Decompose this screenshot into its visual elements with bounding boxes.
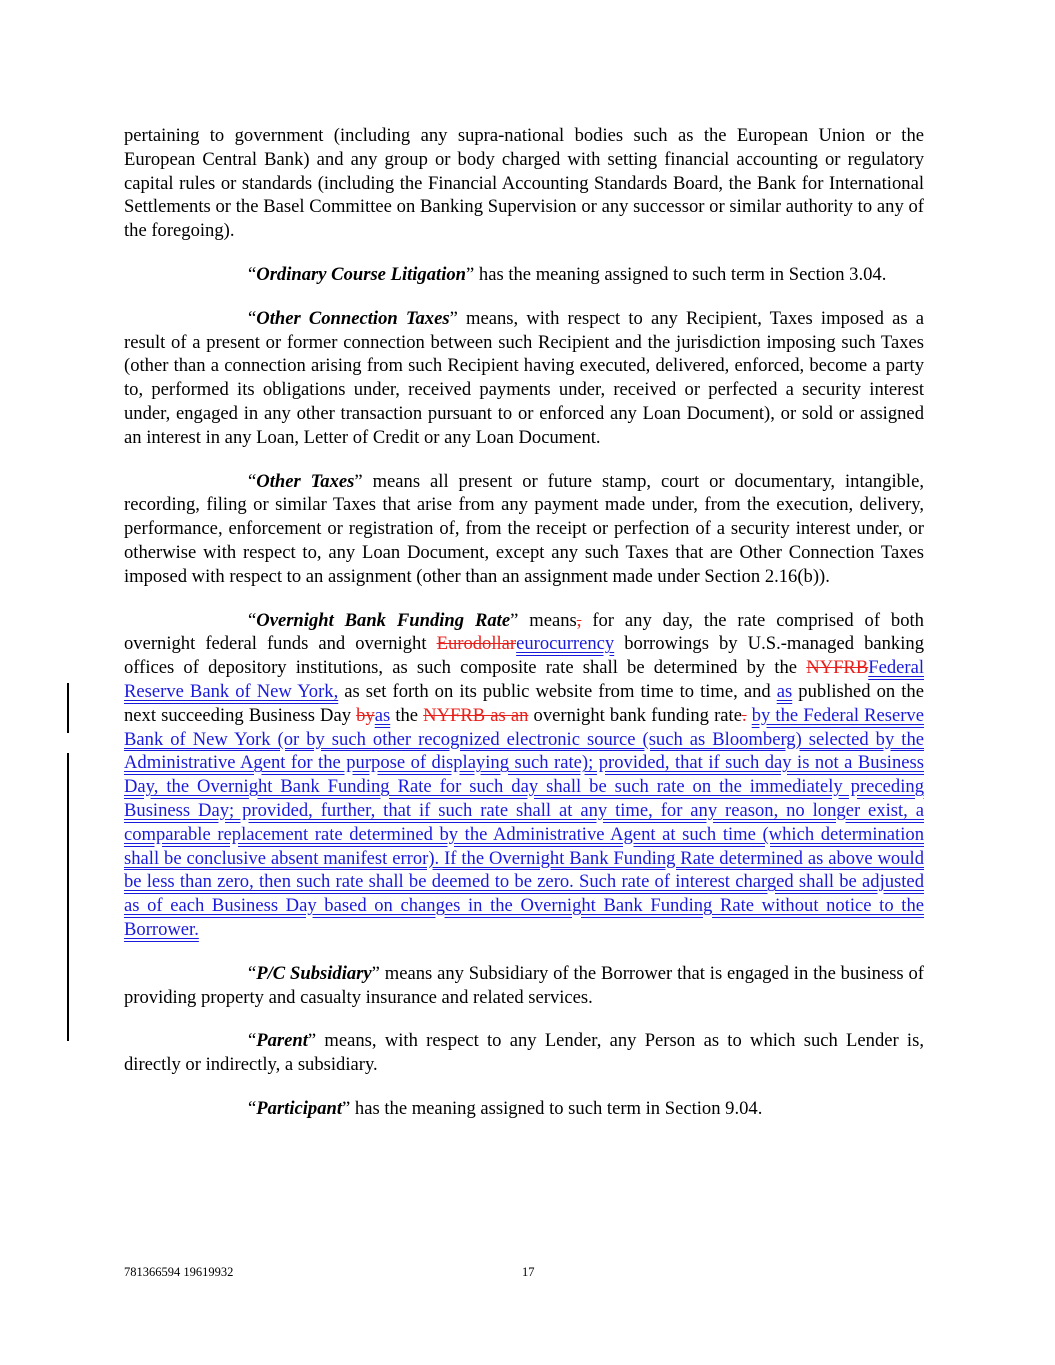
definition-pc-subsidiary: “P/C Subsidiary” means any Subsidiary of the Borrower that is engaged in the business of providing property and casualty insurance and related services. [124,962,924,1008]
deleted-text: Eurodollar [436,633,517,655]
footer-document-id: 781366594 19619932 [124,1265,234,1279]
deleted-text: . [741,704,747,726]
deleted-text: by [356,704,375,726]
defined-term: P/C Subsidiary [256,962,372,984]
definition-participant: “Participant” has the meaning assigned to such term in Section 9.04. [248,1097,763,1119]
definition-ordinary-course-litigation: “Ordinary Course Litigation” has the meaning assigned to such term in Section 3.04. [248,263,887,285]
defined-term: Ordinary Course Litigation [256,263,466,285]
defined-term: Other Connection Taxes [256,307,450,329]
defined-term: Participant [256,1097,343,1119]
defined-term: Other Taxes [256,470,355,492]
inserted-text: as [776,680,793,702]
defined-term: Overnight Bank Funding Rate [256,609,511,631]
defined-term: Parent [256,1030,308,1052]
deleted-text: , [576,609,582,631]
paragraph-government: pertaining to government (including any supra-national bodies such as the European Union or the European Central Bank) and any group or body charged with setting financial accounting or regulatory capital rules or standards (including the Financial Accounting Standards Board, the Bank for International Settlements or the Basel Committee on Banking Supervision or any successor or similar authority to any of the foregoing). [124,125,924,242]
inserted-text: by the Federal Reserve Bank of New York (or by such other recognized electronic source (such as Bloomberg) selected by the Administrative Agent for the purpose of displaying such rate); provided, that if such day is not a Business Day, the Overnight Bank Funding Rate for such day shall be such rate on the immediately preceding Business Day; provided, further, that if such rate shall at any time, for any reason, no longer exist, a comparable replacement rate determined by the Administrative Agent at such time (which determination shall be conclusive absent manifest error). If the Overnight Bank Funding Rate determined as above would be less than zero, then such rate shall be deemed to be zero. Such rate of interest charged shall be adjusted as of each Business Day based on changes in the Overnight Bank Funding Rate without notice to the Borrower. [124,704,924,940]
definition-other-connection-taxes: “Other Connection Taxes” means, with respect to any Recipient, Taxes imposed as a result of a present or former connection between such Recipient and the jurisdiction imposing such Taxes (other than a connection arising from such Recipient having executed, delivered, enforced, become a party to, performed its obligations under, received payments under, received or perfected a security interest under, engaged in any other transaction pursuant to or enforced any Loan Document), or sold or assigned an interest in any Loan, Letter of Credit or any Loan Document. [124,307,924,448]
definition-parent: “Parent” means, with respect to any Lender, any Person as to which such Lender is, directly or indirectly, a subsidiary. [124,1030,924,1076]
change-bar [67,753,69,1041]
footer-page-number: 17 [522,1265,535,1279]
definition-other-taxes: “Other Taxes” means all present or future stamp, court or documentary, intangible, recording, filing or similar Taxes that arise from any payment made under, from the execution, delivery, performance, enforcement or registration of, from the receipt or perfection of a security interest under, or otherwise with respect to, any Loan Document, except any such Taxes that are Other Connection Taxes imposed with respect to an assignment (other than an assignment made under Section 2.16(b)). [124,470,925,587]
inserted-text: as [374,704,391,726]
definition-overnight-bank-funding-rate: “Overnight Bank Funding Rate” means, for any day, the rate comprised of both overnight federal funds and overnight Eurodollareurocurrency borrowings by U.S.-managed banking offices of depository institutions, as such composite rate shall be determined by the NYFRBFederal Reserve Bank of New York, as set forth on its public website from time to time, and as published on the next succeeding Business Day byas the NYFRB as an overnight bank funding rate. by the Federal Reserve Bank of New York (or by such other recognized electronic source (such as Bloomberg) selected by the Administrative Agent for the purpose of displaying such rate); provided, that if such day is not a Business Day, the Overnight Bank Funding Rate for such day shall be such rate on the immediately preceding Business Day; provided, further, that if such rate shall at any time, for any reason, no longer exist, a comparable replacement rate determined by the Administrative Agent at such time (which determination shall be conclusive absent manifest error). If the Overnight Bank Funding Rate determined as above would be less than zero, then such rate shall be deemed to be zero. Such rate of interest charged shall be adjusted as of each Business Day based on changes in the Overnight Bank Funding Rate without notice to the Borrower. [124,609,924,940]
deleted-text: NYFRB as an [423,704,529,726]
inserted-text: Federal Reserve Bank of New York, [124,657,924,702]
document-body [124,124,924,1141]
change-bar [67,683,69,733]
inserted-text: eurocurrency [516,633,615,655]
deleted-text: NYFRB [806,657,869,679]
